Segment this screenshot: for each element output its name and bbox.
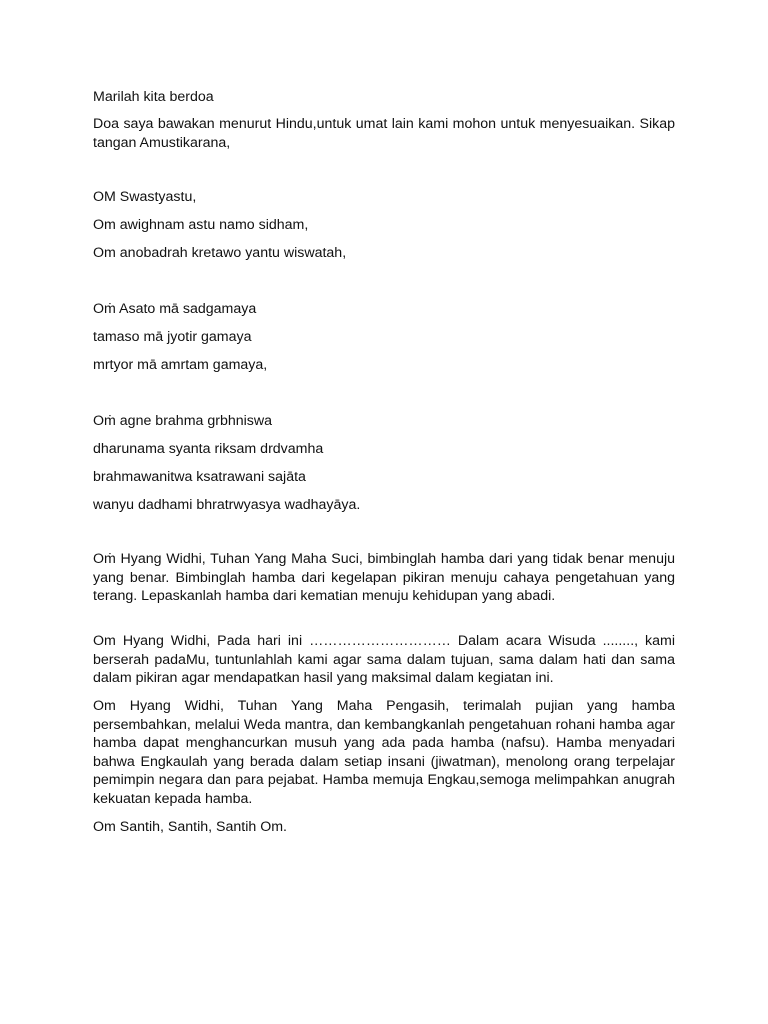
mantra-line: OM Swastyastu, [93, 189, 197, 205]
mantra-line: Om anobadrah kretawo yantu wiswatah, [93, 245, 347, 261]
closing-line: Om Santih, Santih, Santih Om. [93, 819, 287, 835]
mantra-line: Om awighnam astu namo sidham, [93, 217, 309, 233]
mantra-line: mrtyor mā amrtam gamaya, [93, 357, 268, 373]
prayer-paragraph-1: Oṁ Hyang Widhi, Tuhan Yang Maha Suci, bimbinglah hamba dari yang tidak benar menuju yang benar. Bimbinglah hamba dari kegelapan pikiran menuju cahaya pengetahuan yang terang. Lepaskanlah hamba dari kematian menuju kehidupan yang abadi. [93, 551, 675, 604]
mantra-line: dharunama syanta riksam drdvamha [93, 441, 324, 457]
mantra-line: Oṁ Asato mā sadgamaya [93, 301, 257, 317]
mantra-line: Oṁ agne brahma grbhniswa [93, 413, 273, 429]
prayer-paragraph-3: Om Hyang Widhi, Tuhan Yang Maha Pengasih, terimalah pujian yang hamba persembahkan, melalui Weda mantra, dan kembangkanlah pengetahuan rohani hamba agar hamba dapat menghancurkan musuh yang ada pada hamba (nafsu). Hamba menyadari bahwa Engkaulah yang berada dalam setiap insani (jiwatman), menolong orang terpelajar pemimpin negara dan para pejabat. Hamba memuja Engkau,semoga melimpahkan anugrah kekuatan kepada hamba. [93, 698, 675, 807]
prayer-paragraph-2: Om Hyang Widhi, Pada hari ini ………………………… Dalam acara Wisuda ........, kami berserah padaMu, tuntunlahlah kami agar sama dalam tujuan, sama dalam hati dan sama dalam pikiran agar mendapatkan hasil yang maksimal dalam kegiatan ini. [93, 633, 675, 686]
mantra-line: tamaso mā jyotir gamaya [93, 329, 252, 345]
opening-line: Marilah kita berdoa [93, 89, 214, 105]
mantra-line: brahmawanitwa ksatrawani sajāta [93, 469, 306, 485]
intro-paragraph: Doa saya bawakan menurut Hindu,untuk umat lain kami mohon untuk menyesuaikan. Sikap tangan Amustikarana, [93, 116, 675, 151]
mantra-line: wanyu dadhami bhratrwyasya wadhayāya. [93, 497, 361, 513]
